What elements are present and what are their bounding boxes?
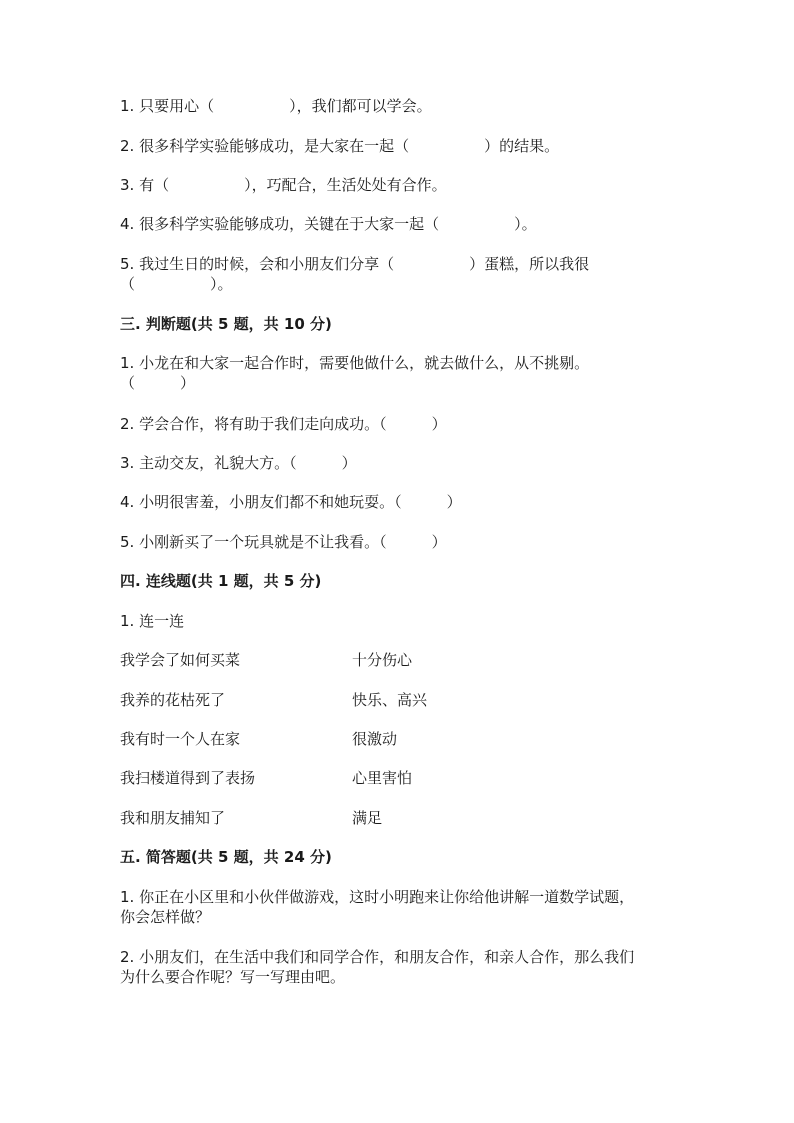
matching-prompt [120,611,680,631]
question-text: 5. 我过生日的时候，会和小朋友们分享（ ）蛋糕，所以我很 [120,255,590,273]
fill-blank-question-5 [120,254,680,294]
question-text: 2. 小朋友们，在生活中我们和同学合作，和朋友合作，和亲人合作，那么我们 [120,948,635,966]
matching-right-item[interactable]: 十分伤心 [352,651,413,669]
fill-blank-question-3 [120,175,680,195]
section-title-short-answer: 五. 简答题(共 5 题，共 24 分) [120,848,332,866]
question-text: 为什么要合作呢？写一写理由吧。 [120,968,346,986]
judge-question-5 [120,532,680,552]
matching-right-item[interactable]: 满足 [352,809,383,827]
question-text: （ ）。 [120,275,233,293]
fill-blank-question-2 [120,136,680,156]
matching-left-item[interactable]: 我有时一个人在家 [120,730,241,748]
question-text: 4. 很多科学实验能够成功，关键在于大家一起（ ）。 [120,215,537,233]
short-answer-question-1 [120,887,680,927]
fill-blank-question-4 [120,214,680,234]
question-text: 1. 连一连 [120,612,185,630]
short-answer-question-2 [120,947,680,987]
question-text: 2. 很多科学实验能够成功，是大家在一起（ ）的结果。 [120,137,560,155]
section-title-matching: 四. 连线题(共 1 题，共 5 分) [120,572,322,590]
matching-right-item[interactable]: 心里害怕 [352,769,413,787]
question-text: 你会怎样做？ [120,908,211,926]
judge-question-4 [120,492,680,512]
question-text: 3. 主动交友，礼貌大方。（ ） [120,454,357,472]
judge-question-3 [120,453,680,473]
judge-question-1 [120,353,680,393]
question-text: 1. 你正在小区里和小伙伴做游戏，这时小明跑来让你给他讲解一道数学试题， [120,888,635,906]
question-text: 5. 小刚新买了一个玩具就是不让我看。（ ） [120,533,447,551]
matching-left-item[interactable]: 我扫楼道得到了表扬 [120,769,256,787]
judge-question-2 [120,414,680,434]
matching-right-item[interactable]: 很激动 [352,730,398,748]
question-text: 1. 小龙在和大家一起合作时，需要他做什么，就去做什么，从不挑剔。 [120,354,590,372]
matching-left-item[interactable]: 我和朋友捕知了 [120,809,226,827]
question-text: 2. 学会合作，将有助于我们走向成功。（ ） [120,415,447,433]
matching-right-item[interactable]: 快乐、高兴 [352,691,428,709]
question-text: 4. 小明很害羞，小朋友们都不和她玩耍。（ ） [120,493,462,511]
fill-blank-question-1 [120,96,680,116]
matching-left-item[interactable]: 我学会了如何买菜 [120,651,241,669]
question-text: 1. 只要用心（ ），我们都可以学会。 [120,97,432,115]
section-title-judge: 三. 判断题(共 5 题，共 10 分) [120,315,332,333]
question-text: 3. 有（ ），巧配合，生活处处有合作。 [120,176,447,194]
matching-left-item[interactable]: 我养的花枯死了 [120,691,226,709]
question-text: （ ） [120,374,196,392]
